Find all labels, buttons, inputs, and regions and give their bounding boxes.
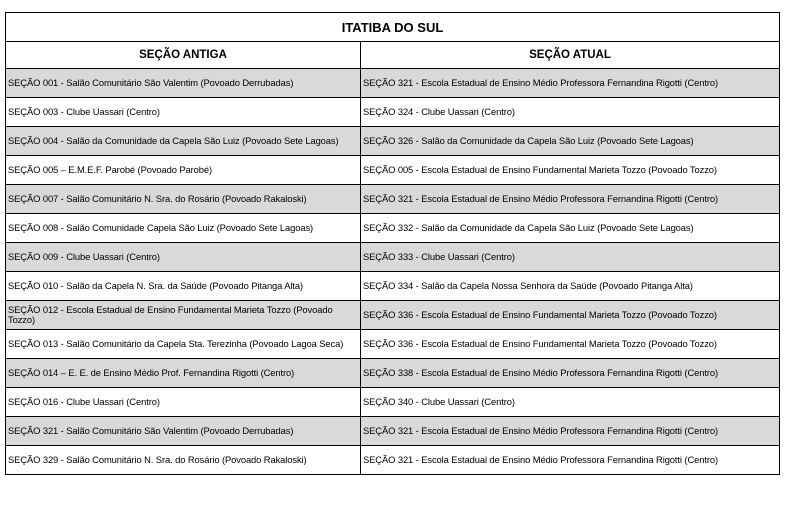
table-body xyxy=(6,69,780,475)
old-section-cell: SEÇÃO 013 - Salão Comunitário da Capela Sta. Terezinha (Povoado Lagoa Seca) xyxy=(6,330,361,359)
table-row xyxy=(6,446,780,475)
old-section-cell: SEÇÃO 010 - Salão da Capela N. Sra. da Saúde (Povoado Pitanga Alta) xyxy=(6,272,361,301)
header-old-section: SEÇÃO ANTIGA xyxy=(6,42,361,69)
new-section-cell: SEÇÃO 326 - Salão da Comunidade da Capela São Luiz (Povoado Sete Lagoas) xyxy=(361,127,780,156)
new-section-cell: SEÇÃO 340 - Clube Uassari (Centro) xyxy=(361,388,780,417)
new-section-cell: SEÇÃO 336 - Escola Estadual de Ensino Fundamental Marieta Tozzo (Povoado Tozzo) xyxy=(361,330,780,359)
table-row xyxy=(6,272,780,301)
new-section-cell: SEÇÃO 005 - Escola Estadual de Ensino Fundamental Marieta Tozzo (Povoado Tozzo) xyxy=(361,156,780,185)
old-section-cell: SEÇÃO 001 - Salão Comunitário São Valentim (Povoado Derrubadas) xyxy=(6,69,361,98)
old-section-cell: SEÇÃO 008 - Salão Comunidade Capela São Luiz (Povoado Sete Lagoas) xyxy=(6,214,361,243)
old-section-cell: SEÇÃO 016 - Clube Uassari (Centro) xyxy=(6,388,361,417)
new-section-cell: SEÇÃO 334 - Salão da Capela Nossa Senhora da Saúde (Povoado Pitanga Alta) xyxy=(361,272,780,301)
table-row xyxy=(6,185,780,214)
new-section-cell: SEÇÃO 338 - Escola Estadual de Ensino Médio Professora Fernandina Rigotti (Centro) xyxy=(361,359,780,388)
section-table-container xyxy=(5,12,779,475)
table-row xyxy=(6,214,780,243)
old-section-cell: SEÇÃO 329 - Salão Comunitário N. Sra. do Rosário (Povoado Rakaloski) xyxy=(6,446,361,475)
old-section-cell: SEÇÃO 321 - Salão Comunitário São Valentim (Povoado Derrubadas) xyxy=(6,417,361,446)
table-row xyxy=(6,417,780,446)
table-row xyxy=(6,359,780,388)
table-title-row xyxy=(6,13,780,42)
old-section-cell: SEÇÃO 009 - Clube Uassari (Centro) xyxy=(6,243,361,272)
table-title: ITATIBA DO SUL xyxy=(6,13,780,42)
new-section-cell: SEÇÃO 333 - Clube Uassari (Centro) xyxy=(361,243,780,272)
old-section-cell: SEÇÃO 014 – E. E. de Ensino Médio Prof. Fernandina Rigotti (Centro) xyxy=(6,359,361,388)
new-section-cell: SEÇÃO 336 - Escola Estadual de Ensino Fundamental Marieta Tozzo (Povoado Tozzo) xyxy=(361,301,780,330)
table-row xyxy=(6,243,780,272)
table-row xyxy=(6,301,780,330)
table-row xyxy=(6,388,780,417)
new-section-cell: SEÇÃO 321 - Escola Estadual de Ensino Médio Professora Fernandina Rigotti (Centro) xyxy=(361,69,780,98)
table-row xyxy=(6,156,780,185)
old-section-cell: SEÇÃO 005 – E.M.E.F. Parobé (Povoado Parobé) xyxy=(6,156,361,185)
old-section-cell: SEÇÃO 007 - Salão Comunitário N. Sra. do Rosário (Povoado Rakaloski) xyxy=(6,185,361,214)
header-new-section: SEÇÃO ATUAL xyxy=(361,42,780,69)
new-section-cell: SEÇÃO 324 - Clube Uassari (Centro) xyxy=(361,98,780,127)
new-section-cell: SEÇÃO 332 - Salão da Comunidade da Capela São Luiz (Povoado Sete Lagoas) xyxy=(361,214,780,243)
old-section-cell: SEÇÃO 004 - Salão da Comunidade da Capela São Luiz (Povoado Sete Lagoas) xyxy=(6,127,361,156)
table-row xyxy=(6,98,780,127)
table-header-row xyxy=(6,42,780,69)
new-section-cell: SEÇÃO 321 - Escola Estadual de Ensino Médio Professora Fernandina Rigotti (Centro) xyxy=(361,446,780,475)
table-row xyxy=(6,127,780,156)
table-row xyxy=(6,330,780,359)
new-section-cell: SEÇÃO 321 - Escola Estadual de Ensino Médio Professora Fernandina Rigotti (Centro) xyxy=(361,185,780,214)
old-section-cell: SEÇÃO 003 - Clube Uassari (Centro) xyxy=(6,98,361,127)
section-table xyxy=(5,12,780,475)
table-row xyxy=(6,69,780,98)
old-section-cell: SEÇÃO 012 - Escola Estadual de Ensino Fundamental Marieta Tozzo (Povoado Tozzo) xyxy=(6,301,361,330)
new-section-cell: SEÇÃO 321 - Escola Estadual de Ensino Médio Professora Fernandina Rigotti (Centro) xyxy=(361,417,780,446)
